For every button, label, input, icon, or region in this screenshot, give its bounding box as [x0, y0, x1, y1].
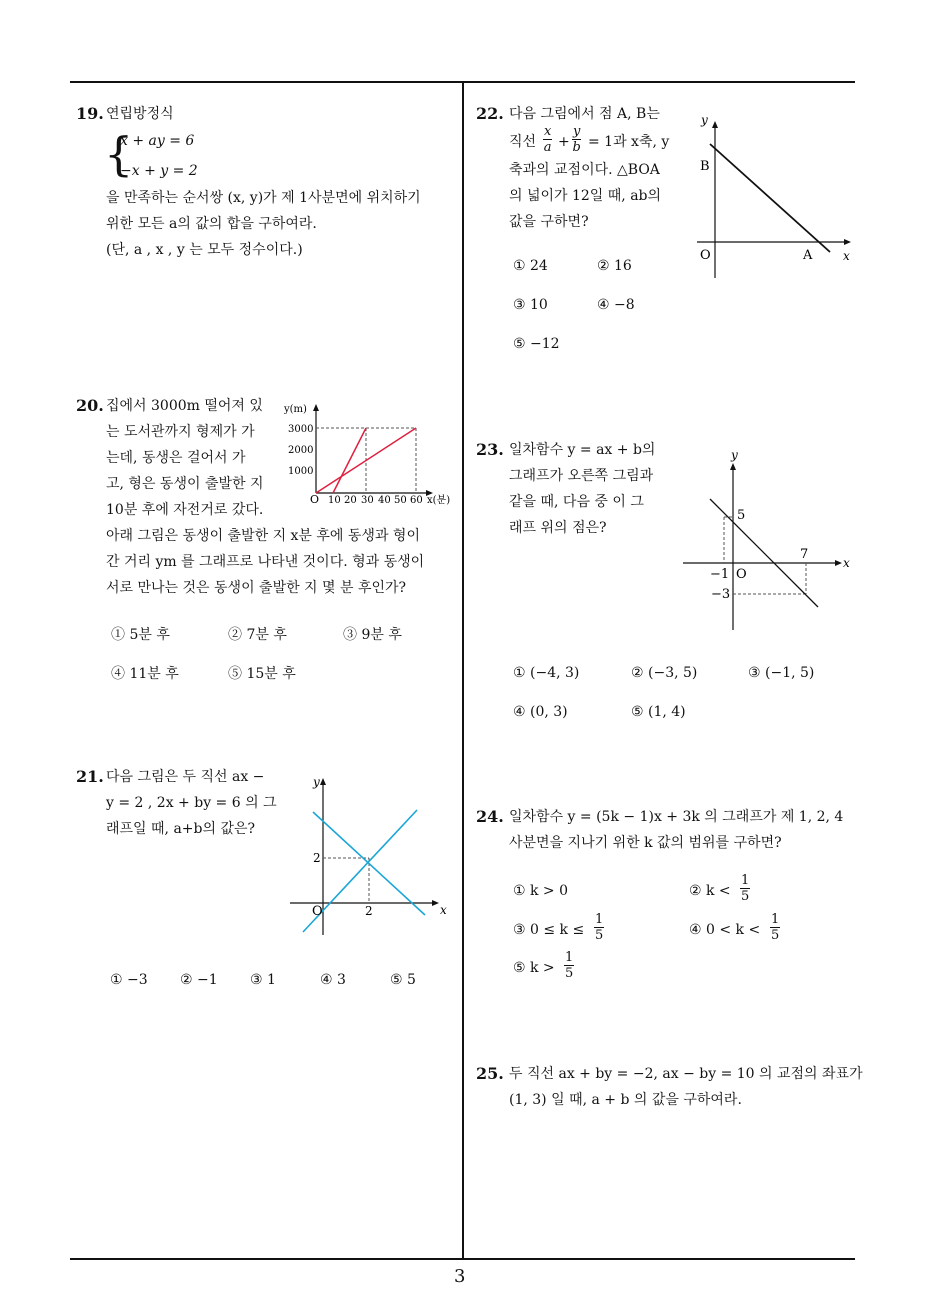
x-axis-label: x: [843, 556, 850, 570]
choice-4[interactable]: ④ (0, 3): [513, 704, 568, 720]
choice-5[interactable]: ⑤ (1, 4): [631, 704, 686, 720]
choice-3[interactable]: [513, 922, 584, 938]
x-axis-label: x(분): [427, 495, 451, 506]
question-text: 을 만족하는 순서쌍 (x, y)가 제 1사분면에 위치하기: [106, 190, 421, 206]
choice-1[interactable]: ① (−4, 3): [513, 665, 580, 681]
y-tick: 2: [313, 851, 321, 865]
question-text: 래프일 때, a+b의 값은?: [106, 821, 256, 837]
choice-2[interactable]: ② 16: [597, 258, 632, 274]
question-number: 25.: [476, 1064, 504, 1083]
x-tick: 20: [344, 495, 357, 506]
y-tick: 1000: [288, 466, 314, 477]
question-text: 서로 만나는 것은 동생이 출발한 지 몇 분 후인가?: [106, 580, 407, 596]
y-axis-label: y: [701, 113, 708, 127]
fraction-one-fifth: 1 5: [565, 950, 574, 981]
point-b-label: B: [700, 159, 710, 174]
choice-5[interactable]: ⑤ 5: [390, 972, 416, 988]
triangle-graph: [692, 110, 862, 280]
bottom-rule: [70, 1258, 855, 1260]
question-text: 집에서 3000m 떨어져 있: [106, 398, 263, 414]
choice-5[interactable]: [513, 960, 555, 976]
question-text: (1, 3) 일 때, a + b 의 값을 구하여라.: [509, 1092, 742, 1108]
question-text: 는 도서관까지 형제가 가: [106, 424, 255, 440]
column-divider: [462, 83, 464, 1259]
choice-4[interactable]: ④ 3: [320, 972, 346, 988]
choice-2[interactable]: ② (−3, 5): [631, 665, 698, 681]
linear-function-graph: [680, 445, 860, 635]
choice-1[interactable]: ① −3: [110, 972, 148, 988]
question-text: 다음 그림에서 점 A, B는: [509, 106, 660, 122]
question-text: 일차함수 y = (5k − 1)x + 3k 의 그래프가 제 1, 2, 4: [509, 809, 844, 825]
question-text: 사분면을 지나기 위한 k 값의 범위를 구하면?: [509, 835, 782, 851]
question-number: 23.: [476, 440, 504, 459]
question-number: 20.: [76, 396, 104, 415]
choice-2[interactable]: [689, 883, 731, 899]
choice-3[interactable]: ③ (−1, 5): [748, 665, 815, 681]
equation-1: x + ay = 6: [120, 133, 195, 149]
two-lines-graph: [285, 770, 455, 940]
choice-4[interactable]: [689, 922, 760, 938]
y-axis-label: y: [731, 448, 738, 462]
tick-7: 7: [800, 547, 809, 562]
question-text: 그래프가 오른쪽 그림과: [509, 468, 654, 484]
question-text: 축과의 교점이다. △BOA: [509, 162, 660, 178]
choice-4[interactable]: ④ −8: [597, 297, 635, 313]
tick-minus-3: −3: [711, 587, 731, 602]
choice-1[interactable]: ① 5분 후: [111, 627, 170, 643]
choice-label: ② k <: [689, 883, 731, 899]
y-tick: 2000: [288, 445, 314, 456]
y-tick: 3000: [288, 424, 314, 435]
choice-label: ④ 0 < k <: [689, 922, 761, 938]
x-axis-label: x: [843, 249, 850, 263]
fraction-one-fifth: 1 5: [595, 912, 604, 943]
choice-3[interactable]: ③ 9분 후: [343, 627, 402, 643]
choice-1[interactable]: ① 24: [513, 258, 548, 274]
tick-minus-1: −1: [710, 567, 730, 582]
origin-label: O: [312, 904, 323, 919]
choice-5[interactable]: ⑤ −12: [513, 336, 560, 352]
choice-4[interactable]: ④ 11분 후: [111, 666, 179, 682]
question-title: 연립방정식: [106, 106, 174, 122]
question-text: 두 직선 ax + by = −2, ax − by = 10 의 교점의 좌표가: [509, 1066, 863, 1082]
question-text: y = 2 , 2x + by = 6 의 그: [106, 795, 277, 811]
y-axis-label: y(m): [284, 404, 307, 415]
question-text: 다음 그림은 두 직선 ax −: [106, 769, 265, 785]
question-note: (단, a , x , y 는 모두 정수이다.): [106, 242, 303, 258]
older-sibling-line: [333, 428, 366, 493]
choice-3[interactable]: ③ 1: [250, 972, 276, 988]
tick-5: 5: [737, 508, 746, 523]
question-text: 10분 후에 자전거로 갔다.: [106, 502, 264, 518]
x-axis-label: x: [440, 903, 447, 917]
origin-label: O: [736, 567, 747, 582]
question-number: 22.: [476, 104, 504, 123]
choice-3[interactable]: ③ 10: [513, 297, 548, 313]
choice-2[interactable]: ② 7분 후: [228, 627, 287, 643]
question-text: 일차함수 y = ax + b의: [509, 442, 656, 458]
page-number: 3: [454, 1266, 466, 1287]
question-number: 24.: [476, 807, 504, 826]
fraction-one-fifth: 1 5: [741, 873, 750, 904]
x-tick: 40: [378, 495, 391, 506]
fraction-x-over-a: x a: [543, 124, 552, 155]
brace: {: [104, 127, 134, 181]
fraction-one-fifth: 1 5: [771, 912, 780, 943]
question-text: 직선: [509, 134, 537, 150]
distance-time-graph: [280, 395, 460, 515]
question-text: 래프 위의 점은?: [509, 520, 607, 536]
point-a-label: A: [803, 248, 813, 263]
choice-5[interactable]: ⑤ 15분 후: [228, 666, 296, 682]
line-ab: [710, 144, 830, 252]
question-text: 아래 그림은 동생이 출발한 지 x분 후에 동생과 형이: [106, 528, 420, 544]
x-tick: 2: [365, 904, 373, 918]
question-text: 의 넓이가 12일 때, ab의: [509, 188, 662, 204]
question-number: 19.: [76, 104, 104, 123]
equation-2: −x + y = 2: [120, 163, 198, 179]
question-number: 21.: [76, 767, 104, 786]
y-axis-label: y: [313, 775, 320, 789]
fraction-y-over-b: y b: [572, 124, 581, 155]
choice-label: ⑤ k >: [513, 960, 555, 976]
choice-2[interactable]: ② −1: [180, 972, 218, 988]
question-text: 간 거리 ym 를 그래프로 나타낸 것이다. 형과 동생이: [106, 554, 425, 570]
x-tick: 10: [328, 495, 341, 506]
plus-sign: +: [558, 134, 570, 150]
question-text: 같을 때, 다음 중 이 그: [509, 494, 644, 510]
question-text: = 1과 x축, y: [588, 134, 670, 150]
question-text: 는데, 동생은 걸어서 가: [106, 450, 246, 466]
x-tick: 50: [394, 495, 407, 506]
x-tick: 60: [410, 495, 423, 506]
origin-label: O: [310, 493, 320, 506]
choice-1[interactable]: ① k > 0: [513, 883, 569, 899]
x-tick: 30: [361, 495, 374, 506]
question-text: 값을 구하면?: [509, 214, 589, 230]
choice-label: ③ 0 ≤ k ≤: [513, 922, 585, 938]
question-text: 고, 형은 동생이 출발한 지: [106, 476, 264, 492]
origin-label: O: [700, 248, 711, 263]
question-text: 위한 모든 a의 값의 합을 구하여라.: [106, 216, 317, 232]
